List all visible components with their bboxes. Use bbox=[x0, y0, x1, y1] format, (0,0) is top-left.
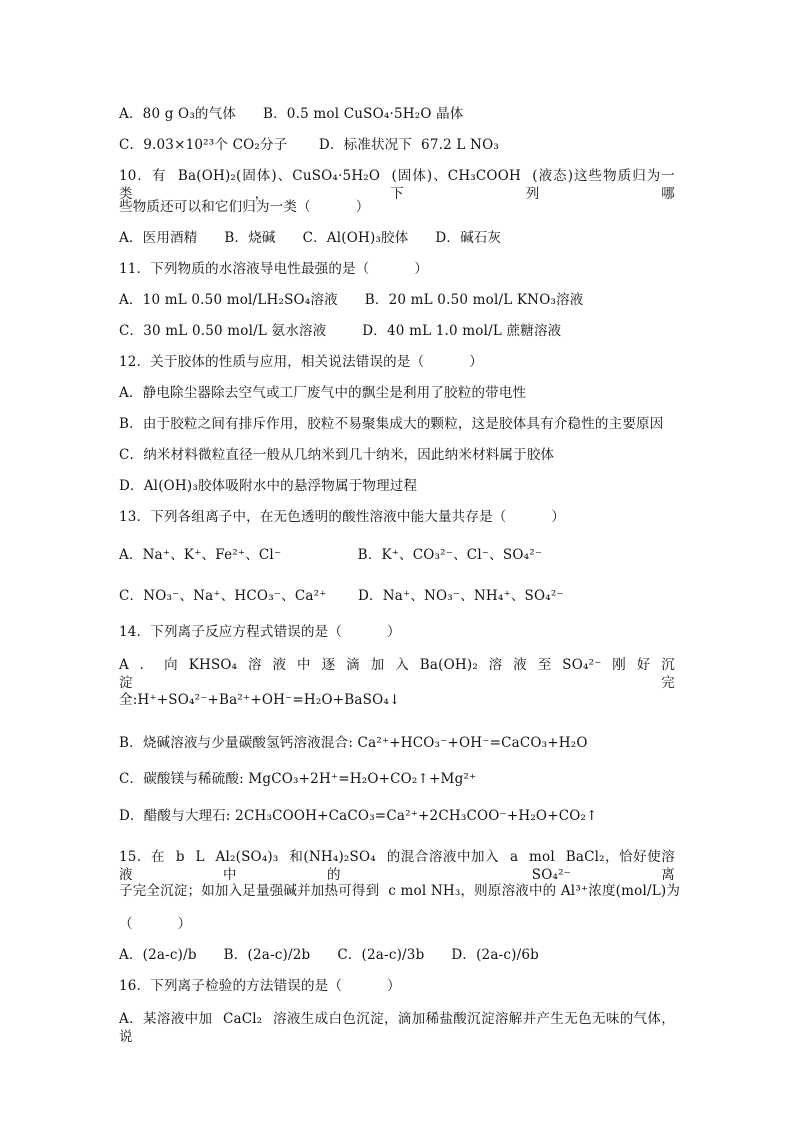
q16-option-a: A．某溶液中加 CaCl₂ 溶液生成白色沉淀，滴加稀盐酸沉淀溶解并产生无色无味的气体，说 bbox=[119, 1011, 675, 1045]
q12-stem: 12．关于胶体的性质与应用，相关说法错误的是（ ） bbox=[119, 354, 483, 370]
q15-stem-line1: 15．在 b L Al₂(SO₄)₃ 和(NH₄)₂SO₄ 的混合溶液中加入 a mol BaCl₂，恰好使溶液中的 SO₄²⁻离 bbox=[119, 849, 675, 883]
q15-options: A．(2a-c)/b B．(2a-c)/2b C．(2a-c)/3b D．(2a-c)/6b bbox=[119, 947, 539, 963]
q14-option-d: D．醋酸与大理石: 2CH₃COOH+CaCO₃=Ca²⁺+2CH₃COO⁻+H₂O+CO₂↑ bbox=[119, 808, 598, 824]
q16-stem: 16．下列离子检验的方法错误的是（ ） bbox=[119, 978, 401, 994]
q14-option-b: B．烧碱溶液与少量碳酸氢钙溶液混合: Ca²⁺+HCO₃⁻+OH⁻=CaCO₃+H₂O bbox=[119, 735, 588, 751]
q10-stem-line1: 10．有 Ba(OH)₂(固体)、CuSO₄·5H₂O (固体)、CH₃COOH (液态)这些物质归为一类，下列哪 bbox=[119, 168, 675, 202]
q15-answer-blank: （ ） bbox=[119, 916, 192, 932]
q9-options-cd: C．9.03×10²³个 CO₂分子 D．标准状况下 67.2 L NO₃ bbox=[119, 137, 499, 153]
q9-options-ab: A．80 g O₃的气体 B．0.5 mol CuSO₄·5H₂O 晶体 bbox=[119, 106, 464, 122]
q13-options-cd: C．NO₃⁻、Na⁺、HCO₃⁻、Ca²⁺ D．Na⁺、NO₃⁻、NH₄⁺、SO₄²⁻ bbox=[119, 588, 564, 604]
q13-stem: 13．下列各组离子中，在无色透明的酸性溶液中能大量共存是（ ） bbox=[119, 509, 566, 525]
q11-options-cd: C．30 mL 0.50 mol/L 氨水溶液 D．40 mL 1.0 mol/L 蔗糖溶液 bbox=[119, 323, 562, 339]
q12-option-d: D．Al(OH)₃胶体吸附水中的悬浮物属于物理过程 bbox=[119, 478, 418, 494]
q12-option-c: C．纳米材料微粒直径一般从几纳米到几十纳米，因此纳米材料属于胶体 bbox=[119, 447, 555, 463]
q10-stem-line2: 些物质还可以和它们归为一类（ ） bbox=[119, 199, 370, 215]
q14-option-a-line2: 全:H⁺+SO₄²⁻+Ba²⁺+OH⁻=H₂O+BaSO₄↓ bbox=[119, 692, 401, 708]
q14-option-c: C．碳酸镁与稀硫酸: MgCO₃+2H⁺=H₂O+CO₂↑+Mg²⁺ bbox=[119, 771, 477, 787]
q13-options-ab: A．Na⁺、K⁺、Fe²⁺、Cl⁻ B．K⁺、CO₃²⁻、Cl⁻、SO₄²⁻ bbox=[119, 547, 543, 563]
q11-options-ab: A．10 mL 0.50 mol/LH₂SO₄溶液 B．20 mL 0.50 mol/L KNO₃溶液 bbox=[119, 292, 584, 308]
q10-options: A．医用酒精 B．烧碱 C．Al(OH)₃胶体 D．碱石灰 bbox=[119, 230, 502, 246]
q12-option-a: A．静电除尘器除去空气或工厂废气中的飘尘是利用了胶粒的带电性 bbox=[119, 385, 527, 401]
q14-stem: 14．下列离子反应方程式错误的是（ ） bbox=[119, 624, 401, 640]
q12-option-b: B．由于胶粒之间有排斥作用，胶粒不易聚集成大的颗粒，这是胶体具有介稳性的主要原因 bbox=[119, 416, 664, 432]
q11-stem: 11．下列物质的水溶液导电性最强的是（ ） bbox=[119, 261, 429, 277]
q14-option-a-line1: A ． 向 KHSO₄ 溶 液 中 逐 滴 加 入 Ba(OH)₂ 溶 液 至 SO₄²⁻ 刚 好 沉 淀 完 bbox=[119, 657, 675, 691]
q15-stem-line2: 子完全沉淀；如加入足量强碱并加热可得到 c mol NH₃，则原溶液中的 Al³⁺浓度(mol/L)为 bbox=[119, 883, 681, 899]
